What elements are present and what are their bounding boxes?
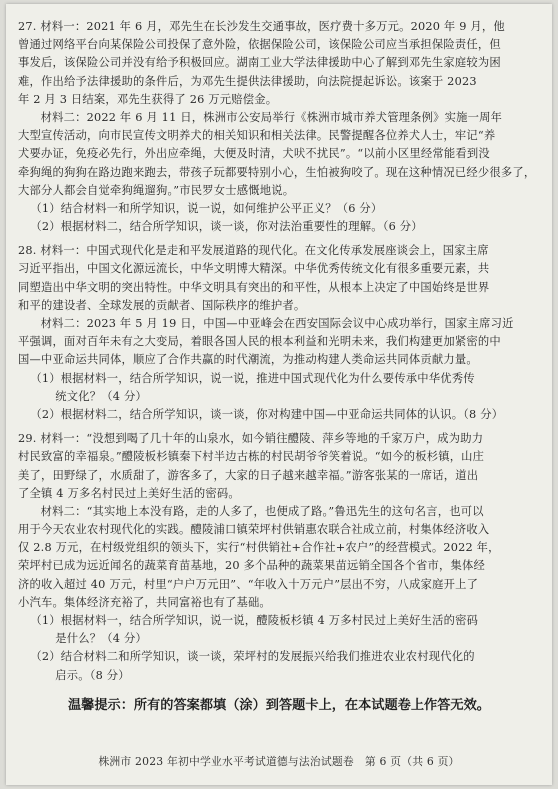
- q27-line: 事发后，该保险公司并没有给予积极回应。湖南工业大学法律援助中心了解到邓先生家庭较为困: [18, 56, 501, 70]
- exam-page: [6, 4, 552, 785]
- q29-line: 材料二：“其实地上本没有路，走的人多了，也便成了路。”鲁迅先生的这句名言，也可以: [40, 504, 484, 518]
- q29-line: 美了，田野绿了，水质甜了，游客多了，大家的日子越来越幸福。”游客张某的一席话，道出: [18, 468, 479, 482]
- q29-line: 仅 2.8 万元，在村级党组织的领头下，实行“村供销社+合作社+农户”的经营模式。2022 年，: [18, 541, 500, 555]
- q28-line: 和平的建设者、全球发展的贡献者、国际秩序的维护者。: [18, 298, 306, 312]
- q27-line: 犬要办证，免疫必先行，外出应牵绳，大便及时清，犬吠不扰民”。“以前小区里经常能看到没: [18, 147, 490, 161]
- warm-tip: 温馨提示：所有的答案都填（涂）到答题卡上，在本试题卷上作答无效。: [68, 697, 490, 713]
- exam-content: [18, 18, 540, 717]
- q28-line: 28. 材料一：中国式现代化是走和平发展道路的现代化。在文化传承发展座谈会上，国家主席: [18, 244, 489, 258]
- question-29: [18, 430, 540, 685]
- q28-line: 习近平指出，中国文化源远流长，中华文明博大精深。中华优秀传统文化有很多重要元素，共: [18, 262, 490, 276]
- q28-line: 平强调，面对百年未有之大变局，着眼各国人民的根本利益和光明未来，我们构建更加紧密的中: [18, 335, 501, 349]
- q29-line: 启示。（8 分）: [55, 668, 130, 682]
- q29-line: 荣坪村已成为远近闻名的蔬菜育苗基地，20 多个品种的蔬菜果苗远销全国各个省市，集体经: [18, 559, 485, 573]
- q27-line: 曾通过网络平台向某保险公司投保了意外险，依据保险公司，该保险公司应当承担保险责任，但: [18, 38, 501, 52]
- page-footer: 株洲市 2023 年初中学业水平考试道德与法治试题卷 第 6 页（共 6 页）: [98, 755, 460, 768]
- q27-line: 材料二：2022 年 6 月 11 日，株洲市公安局举行《株洲市城市养犬管理条例》实施一周年: [40, 110, 503, 124]
- q29-line: （2）结合材料二和所学知识，谈一谈，荣坪村的发展振兴给我们推进农业农村现代化的: [30, 650, 475, 664]
- q29-line: 济的收入超过 40 万元，村里“户户万元田”、“年收入十万元户”层出不穷，八成家庭开上了: [18, 577, 479, 591]
- q27-line: 27. 材料一：2021 年 6 月，邓先生在长沙发生交通事故，医疗费十多万元。2020 年 9 月，他: [18, 20, 505, 33]
- q28-line: （2）根据材料二，结合所学知识，谈一谈，你对构建中国—中亚命运共同体的认识。（8 分）: [30, 407, 504, 421]
- q27-line: （2）根据材料二，结合所学知识，谈一谈，你对法治重要性的理解。（6 分）: [30, 220, 423, 234]
- q27-line: 年 2 月 3 日结案，邓先生获得了 26 万元赔偿金。: [18, 92, 278, 106]
- q29-line: 29. 材料一：“没想到喝了几十年的山泉水，如今销往醴陵、萍乡等地的千家万户，成为助力: [18, 432, 484, 446]
- q28-line: （1）根据材料一，结合所学知识，说一说，推进中国式现代化为什么要传承中华优秀传: [30, 371, 475, 385]
- q29-line: 村民致富的幸福泉。”醴陵板杉镇秦下村半边古栋的村民胡爷爷笑着说。“如今的板杉镇，山庄: [18, 450, 485, 464]
- q27-line: 牵狗绳的狗狗在路边跑来跑去，带孩子玩都要特别小心，生怕被狗咬了。现在这种情况已经少很多了，: [18, 165, 536, 179]
- q27-line: （1）结合材料一和所学知识，说一说，如何维护公平正义？（6 分）: [30, 201, 383, 215]
- q29-line: 了全镇 4 万多名村民过上美好生活的密码。: [18, 486, 240, 500]
- q27-line: 大部分人都会自觉牵狗绳遛狗。”市民罗女士感慨地说。: [18, 183, 295, 197]
- question-28: [18, 242, 540, 424]
- q29-line: （1）根据材料一，结合所学知识，说一说，醴陵板杉镇 4 万多村民过上美好生活的密码: [30, 614, 479, 627]
- q28-line: 同塑造出中华文明的突出特性。中华文明具有突出的和平性，从根本上决定了中国始终是世界: [18, 280, 490, 294]
- question-27: [18, 18, 540, 236]
- q29-line: 小汽车。集体经济充裕了，共同富裕也有了基础。: [18, 595, 271, 609]
- q27-line: 大型宣传活动，向市民宣传文明养犬的相关知识和相关法律。民警提醒各位养犬人士，牢记“养: [18, 129, 496, 143]
- q27-line: 难，作出给予法律援助的条件后，为邓先生提供法律援助，向法院提起诉讼。该案于 2023: [18, 74, 477, 88]
- q29-line: 是什么？（4 分）: [55, 632, 147, 646]
- q28-line: 材料二：2023 年 5 月 19 日，中国—中亚峰会在西安国际会议中心成功举行，国家主席习近: [40, 317, 514, 330]
- q28-line: 国—中亚命运共同体，顺应了合作共赢的时代潮流，为推动构建人类命运共同体贡献力量。: [18, 353, 478, 367]
- q28-line: 统文化？（4 分）: [55, 389, 147, 403]
- q29-line: 用于今天农业农村现代化的实践。醴陵浦口镇荣坪村供销惠农联合社成立前，村集体经济收入: [18, 523, 490, 537]
